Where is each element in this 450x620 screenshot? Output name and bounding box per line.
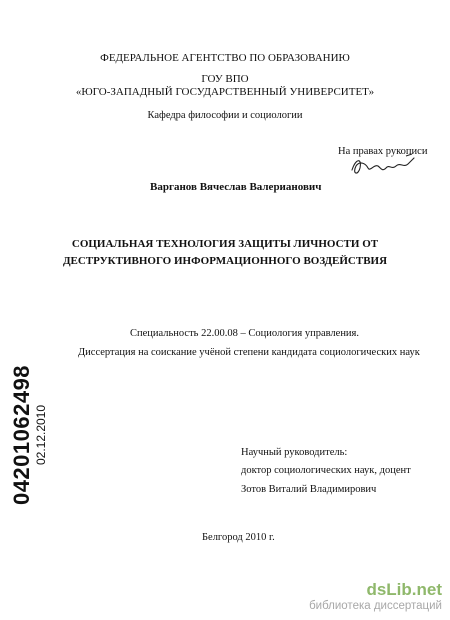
university-name: «ЮГО-ЗАПАДНЫЙ ГОСУДАРСТВЕННЫЙ УНИВЕРСИТЕТ» [75, 86, 375, 98]
registration-number-stamp [8, 360, 36, 510]
signature [348, 152, 418, 178]
thesis-title-line-1: СОЦИАЛЬНАЯ ТЕХНОЛОГИЯ ЗАЩИТЫ ЛИЧНОСТИ ОТ [71, 238, 379, 250]
watermark-subtitle: библиотека диссертаций [309, 600, 442, 612]
registration-number: 04201062498 [9, 364, 34, 506]
agency-name: ФЕДЕРАЛЬНОЕ АГЕНТСТВО ПО ОБРАЗОВАНИЮ [100, 52, 350, 64]
advisor-name: Зотов Виталий Владимирович [241, 484, 377, 495]
registration-date-stamp [33, 400, 49, 470]
watermark-logo: dsLib.net [366, 580, 442, 599]
thesis-title-line-2: ДЕСТРУКТИВНОГО ИНФОРМАЦИОННОГО ВОЗДЕЙСТВИЯ [62, 255, 388, 267]
advisor-label: Научный руководитель: [241, 447, 348, 458]
registration-date: 02.12.2010 [34, 404, 48, 466]
department-name: Кафедра философии и социологии [147, 110, 303, 121]
city-year: Белгород 2010 г. [202, 532, 275, 543]
advisor-degree: доктор социологических наук, доцент [241, 465, 411, 476]
dissertation-type: Диссертация на соискание учёной степени кандидата социологических наук [78, 347, 420, 358]
institution-type: ГОУ ВПО [201, 73, 249, 85]
rights-note: На правах рукописи [338, 146, 428, 157]
specialty: Специальность 22.00.08 – Социология управления. [130, 328, 360, 339]
author-name: Варганов Вячеслав Валерианович [150, 181, 322, 193]
watermark [278, 580, 448, 616]
